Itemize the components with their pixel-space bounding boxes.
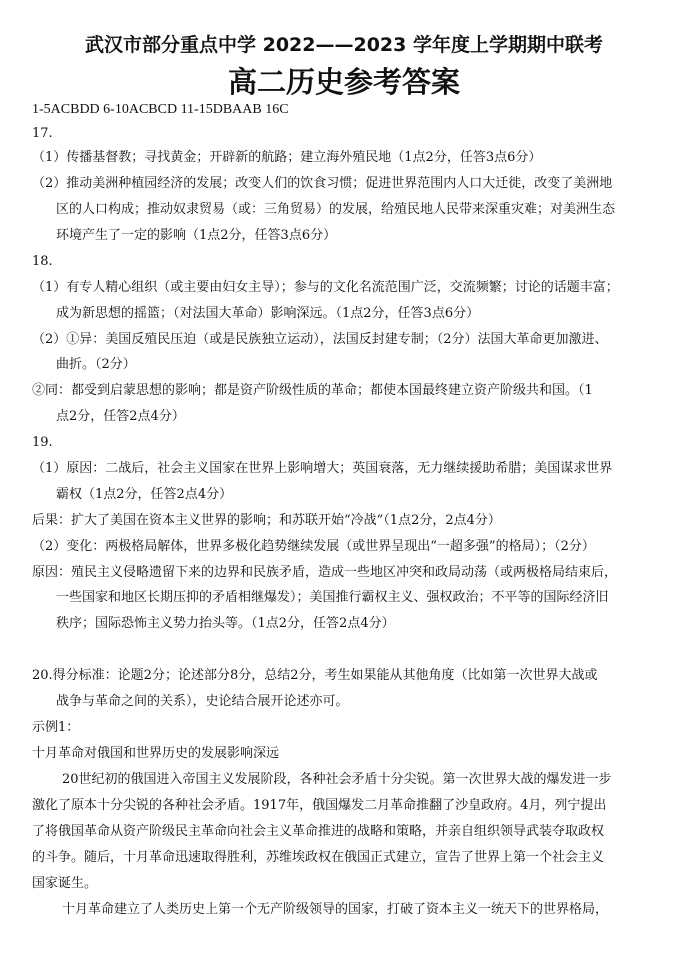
- answer-line: 霸权（1点2分，任答2点4分）: [56, 487, 233, 502]
- answer-line: （1）传播基督教；寻找黄金；开辟新的航路；建立海外殖民地（1点2分，任答3点6分）: [32, 150, 542, 165]
- answer-line: （2）①异：美国反殖民压迫（或是民族独立运动），法国反封建专制；（2分）法国大革命更加激进、: [32, 332, 608, 347]
- answer-line: 原因：殖民主义侵略遗留下来的边界和民族矛盾，造成一些地区冲突和政局动荡（或两极格局结束后，: [32, 565, 618, 580]
- answer-line: 20.得分标准：论题2分；论述部分8分，总结2分，考生如果能从其他角度（比如第一次世界大战或: [32, 668, 598, 683]
- answer-line: 一些国家和地区长期压抑的矛盾相继爆发）；美国推行霸权主义、强权政治；不平等的国际经济旧: [56, 590, 609, 605]
- answer-line: （2）推动美洲种植园经济的发展；改变人们的饮食习惯；促进世界范围内人口大迁徙，改变了美洲地: [32, 176, 613, 191]
- essay-title: 十月革命对俄国和世界历史的发展影响深远: [32, 746, 280, 761]
- question-number: 19.: [32, 435, 53, 450]
- exam-title: 武汉市部分重点中学 2022——2023 学年度上学期期中联考: [85, 34, 603, 56]
- example-label: 示例1：: [32, 720, 80, 735]
- essay-paragraph-line: 国家诞生。: [32, 876, 98, 891]
- question-number: 18.: [32, 254, 53, 269]
- choice-answers: 1-5ACBDD 6-10ACBCD 11-15DBAAB 16C: [32, 102, 289, 117]
- essay-paragraph-line: 的斗争。随后，十月革命迅速取得胜利，苏维埃政权在俄国正式建立，宣告了世界上第一个社会主义: [32, 850, 605, 865]
- question-number: 17.: [32, 126, 53, 141]
- answer-line: （1）有专人精心组织（或主要由妇女主导）；参与的文化名流范围广泛，交流频繁；讨论的话题丰富；: [32, 280, 619, 295]
- answer-line: 点2分，任答2点4分）: [56, 409, 185, 424]
- answer-line: ②同：都受到启蒙思想的影响；都是资产阶级性质的革命；都使本国最终建立资产阶级共和国。（1: [32, 383, 593, 398]
- answer-line: 后果：扩大了美国在资本主义世界的影响；和苏联开始“冷战”（1点2分，2点4分）: [32, 513, 501, 528]
- essay-paragraph-line: 了将俄国革命从资产阶级民主革命向社会主义革命推进的战略和策略，并亲自组织领导武装夺取政权: [32, 824, 605, 839]
- essay-paragraph-line: 十月革命建立了人类历史上第一个无产阶级领导的国家，打破了资本主义一统天下的世界格局，: [62, 902, 609, 917]
- document-subtitle: 高二历史参考答案: [227, 65, 460, 99]
- answer-line: 秩序；国际恐怖主义势力抬头等。（1点2分，任答2点4分）: [56, 616, 395, 631]
- answer-line: 战争与革命之间的关系），史论结合展开论述亦可。: [56, 694, 349, 709]
- answer-line: 成为新思想的摇篮；（对法国大革命）影响深远。（1点2分，任答3点6分）: [56, 306, 480, 321]
- essay-paragraph-line: 20世纪初的俄国进入帝国主义发展阶段，各种社会矛盾十分尖锐。第一次世界大战的爆发进一步: [62, 772, 612, 787]
- answer-line: 曲折。（2分）: [56, 357, 136, 372]
- essay-paragraph-line: 激化了原本十分尖锐的各种社会矛盾。1917年，俄国爆发二月革命推翻了沙皇政府。4月，列宁提出: [32, 798, 607, 813]
- answer-line: 区的人口构成；推动奴隶贸易（或：三角贸易）的发展，给殖民地人民带来深重灾难；对美洲生态: [56, 202, 616, 217]
- answer-line: （2）变化：两极格局解体，世界多极化趋势继续发展（或世界呈现出“一超多强”的格局）；（2分）: [32, 539, 595, 554]
- answer-line: （1）原因：二战后，社会主义国家在世界上影响增大；英国衰落，无力继续援助希腊；美国谋求世界: [32, 461, 613, 476]
- answer-line: 环境产生了一定的影响（1点2分，任答3点6分）: [56, 228, 337, 243]
